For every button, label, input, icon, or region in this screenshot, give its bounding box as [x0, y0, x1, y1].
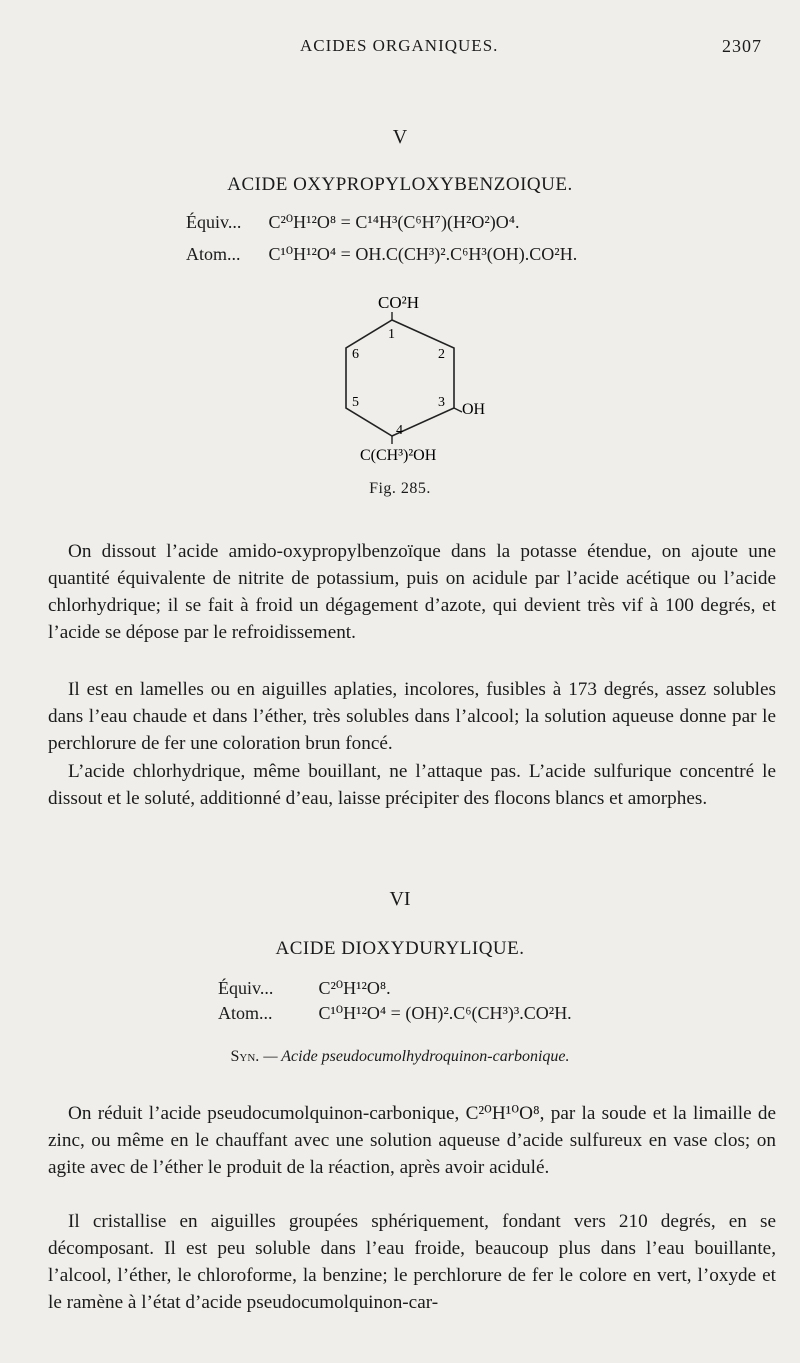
- equiv-formula-v: [186, 212, 520, 233]
- synonym-line: [0, 1048, 800, 1066]
- equiv-formula-vi: [218, 978, 391, 999]
- figure-top-group: CO²H: [378, 293, 419, 312]
- section-heading-v: ACIDE OXYPROPYLOXYBENZOIQUE.: [227, 174, 573, 195]
- atom-label: Atom...: [186, 244, 241, 264]
- figure-caption: Fig. 285.: [369, 480, 431, 497]
- section-number-vi: VI: [389, 888, 411, 910]
- atom-formula-vi: [218, 1003, 572, 1024]
- paragraph-vi-2: Il cristallise en aiguilles groupées sphériquement, fondant vers 210 degrés, en se décomposant. Il est peu soluble dans l’eau froide, beaucoup plus dans l’eau bouillante, l’alcool, l’éther, le chloroforme, la benzine; le perchlorure de fer le colore en vert, l’oxyde et le ramène à l’état d’acide pseudocumolquinon-car-: [48, 1211, 776, 1313]
- position-1: 1: [388, 327, 395, 342]
- atom-formula-v: [186, 244, 577, 265]
- equiv-value: C²⁰H¹²O⁸.: [318, 978, 391, 998]
- position-4: 4: [396, 423, 403, 438]
- section-heading-vi: ACIDE DIOXYDURYLIQUE.: [275, 938, 525, 959]
- position-6: 6: [352, 347, 359, 362]
- figure-side-group: OH: [462, 401, 486, 418]
- section-number-v: V: [392, 126, 408, 148]
- paragraph-vi-1: On réduit l’acide pseudocumolquinon-carbonique, C²⁰H¹⁰O⁸, par la soude et la limaille de zinc, ou même en le chauffant avec une solution aqueuse d’acide sulfureux en vase clos; on agite avec de l’éther le produit de la réaction, après avoir acidulé.: [48, 1103, 776, 1178]
- atom-value: C¹⁰H¹²O⁴ = (OH)².C⁶(CH³)³.CO²H.: [318, 1003, 572, 1023]
- atom-value: C¹⁰H¹²O⁴ = OH.C(CH³)².C⁶H³(OH).CO²H.: [268, 244, 578, 264]
- bond-side: [454, 408, 462, 412]
- hexagon-outline: [346, 320, 454, 436]
- synonym-label: Syn.: [230, 1048, 260, 1065]
- equiv-label: Équiv...: [218, 978, 274, 998]
- equiv-label: Équiv...: [186, 212, 242, 232]
- position-2: 2: [438, 347, 445, 362]
- figure-bottom-group: C(CH³)²OH: [360, 447, 437, 464]
- atom-label: Atom...: [218, 1003, 273, 1023]
- position-5: 5: [352, 395, 359, 410]
- position-3: 3: [438, 395, 445, 410]
- benzene-ring-figure: [330, 290, 500, 470]
- paragraph-v-2: Il est en lamelles ou en aiguilles aplaties, incolores, fusibles à 173 degrés, assez solubles dans l’eau chaude et dans l’éther, très solubles dans l’alcool; la solution aqueuse donne par le perchlorure de fer une coloration brun foncé.: [48, 679, 776, 754]
- synonym-text: — Acide pseudocumolhydroquinon-carbonique.: [263, 1048, 570, 1065]
- page-number: 2307: [722, 36, 762, 56]
- paragraph-v-1: On dissout l’acide amido-oxypropylbenzoïque dans la potasse étendue, on ajoute une quantité équivalente de nitrite de potassium, puis on acidule par l’acide acétique ou l’acide chlorhydrique; il se fait à froid un dégagement d’azote, qui devient très vif à 100 degrés, et l’acide se dépose par le refroidissement.: [48, 541, 776, 643]
- equiv-value: C²⁰H¹²O⁸ = C¹⁴H³(C⁶H⁷)(H²O²)O⁴.: [268, 212, 520, 232]
- running-title: ACIDES ORGANIQUES.: [300, 36, 499, 55]
- paragraph-v-3: L’acide chlorhydrique, même bouillant, ne l’attaque pas. L’acide sulfurique concentré le dissout et le soluté, additionné d’eau, laisse précipiter des flocons blancs et amorphes.: [48, 761, 776, 809]
